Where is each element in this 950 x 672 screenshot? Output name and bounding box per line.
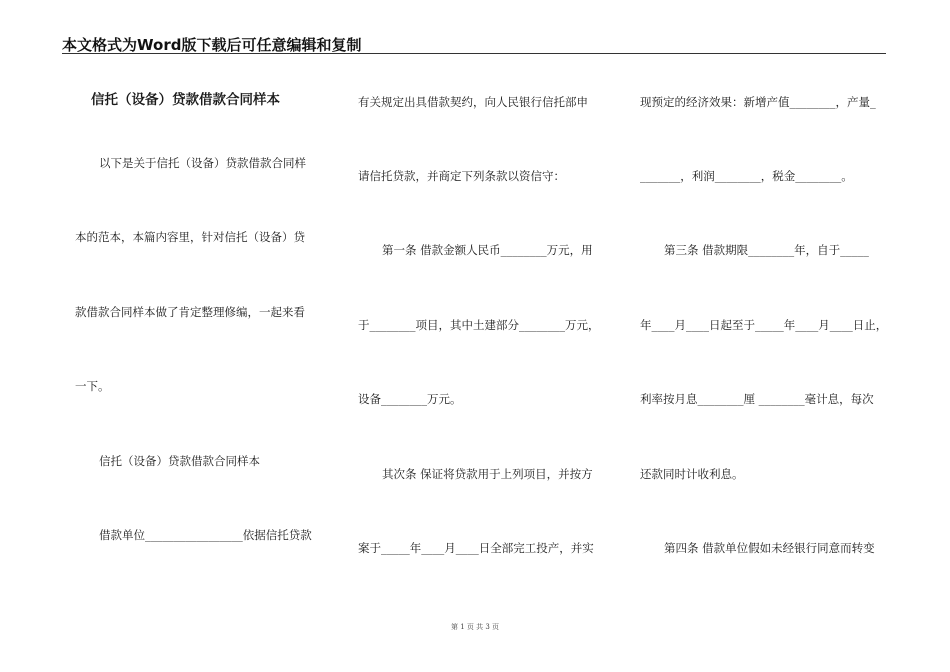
clause-line: 还款同时计收利息。 bbox=[640, 467, 744, 481]
clause-line: 年____月____日起至于_____年____月____日止， bbox=[640, 318, 888, 332]
clause-line: 第四条 借款单位假如未经银行同意而转变 bbox=[664, 541, 875, 555]
document-header-title: 本文格式为Word版下载后可任意编辑和复制 bbox=[62, 36, 362, 54]
clause-line: 第一条 借款金额人民币________万元，用 bbox=[382, 243, 593, 257]
clause-line: _______，利润________，税金________。 bbox=[640, 169, 853, 183]
clause-line: 第三条 借款期限________年，自于_____ bbox=[664, 243, 869, 257]
section-heading: 信托（设备）贷款借款合同样本 bbox=[99, 454, 260, 468]
paragraph-line: 本的范本，本篇内容里，针对信托（设备）贷 bbox=[75, 230, 305, 244]
document-title: 信托（设备）贷款借款合同样本 bbox=[91, 92, 280, 108]
clause-line: 现预定的经济效果：新增产值________，产量_ bbox=[640, 95, 876, 109]
page-number: 第 1 页 共 3 页 bbox=[450, 623, 500, 631]
header-divider bbox=[62, 53, 886, 54]
paragraph-line: 借款单位_________________依据信托贷款 bbox=[99, 528, 312, 542]
paragraph-line: 请信托贷款，并商定下列条款以资信守： bbox=[358, 169, 565, 183]
clause-line: 设备________万元。 bbox=[358, 392, 462, 406]
paragraph-line: 款借款合同样本做了肯定整理修编，一起来看 bbox=[75, 305, 305, 319]
clause-line: 于________项目，其中土建部分________万元， bbox=[358, 318, 600, 332]
clause-line: 其次条 保证将贷款用于上列项目，并按方 bbox=[382, 467, 593, 481]
paragraph-line: 一下。 bbox=[75, 379, 110, 393]
clause-line: 案于_____年____月____日全部完工投产，并实 bbox=[358, 541, 594, 555]
paragraph-line: 以下是关于信托（设备）贷款借款合同样 bbox=[99, 156, 306, 170]
paragraph-line: 有关规定出具借款契约，向人民银行信托部申 bbox=[358, 95, 588, 109]
clause-line: 利率按月息________厘 ________毫计息，每次 bbox=[640, 392, 874, 406]
